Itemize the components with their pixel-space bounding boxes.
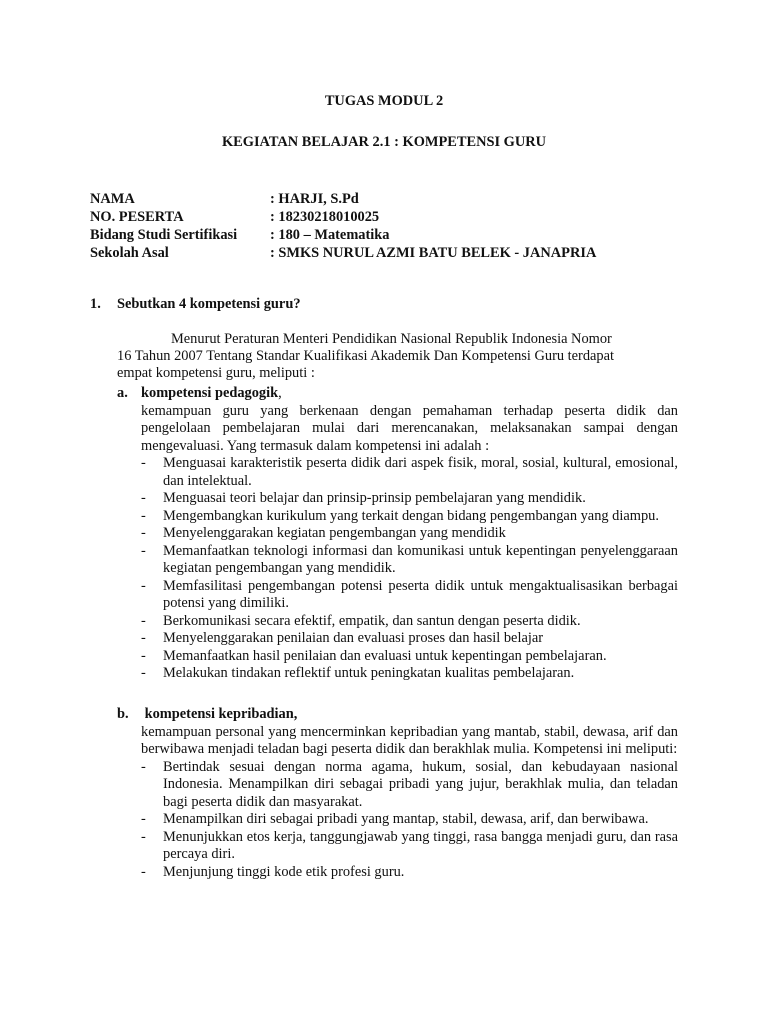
identity-label: Bidang Studi Sertifikasi: [90, 227, 238, 243]
question-text: Sebutkan 4 kompetensi guru?: [117, 296, 301, 312]
bullet: -: [141, 507, 146, 524]
identity-value: : 180 – Matematika: [270, 227, 390, 243]
list-item-text: Bertindak sesuai dengan norma agama, hukum, sosial, dan kebudayaan nasional Indonesia. Menampilkan diri sebagai pribadi yang jujur, berakhlak mulia, dan teladan bagi peserta didik dan masyarakat.: [163, 758, 678, 810]
identity-label: NO. PESERTA: [90, 209, 184, 225]
document-title: TUGAS MODUL 2: [324, 93, 444, 109]
list-item-text: Menunjukkan etos kerja, tanggungjawab yang tinggi, rasa bangga menjadi guru, dan rasa percaya diri.: [163, 828, 678, 862]
identity-value: : HARJI, S.Pd: [270, 191, 359, 207]
intro-line: 16 Tahun 2007 Tentang Standar Kualifikasi Akademik Dan Kompetensi Guru terdapat: [117, 348, 615, 364]
intro-line: Menurut Peraturan Menteri Pendidikan Nasional Republik Indonesia Nomor: [171, 331, 612, 347]
document-subtitle: KEGIATAN BELAJAR 2.1 : KOMPETENSI GURU: [221, 134, 547, 150]
section-title: kompetensi pedagogik,: [141, 385, 282, 401]
list-item-text: Mengembangkan kurikulum yang terkait dengan bidang pengembangan yang diampu.: [163, 507, 659, 524]
section-title: kompetensi kepribadian,: [141, 706, 298, 722]
bullet: -: [141, 863, 146, 880]
bullet: -: [141, 811, 146, 827]
intro-line: empat kompetensi guru, meliputi :: [117, 365, 315, 381]
list-item-text: Menyelenggarakan kegiatan pengembangan yang mendidik: [163, 525, 506, 541]
list-item-text: Melakukan tindakan reflektif untuk peningkatan kualitas pembelajaran.: [163, 665, 575, 681]
intro-paragraph: [117, 331, 677, 382]
section-kepribadian: [117, 706, 678, 881]
identity-label: NAMA: [90, 191, 135, 207]
identity-value: : 18230218010025: [270, 209, 380, 225]
list-item: [141, 829, 678, 864]
section-heading: [117, 706, 678, 724]
identity-block: [90, 190, 596, 262]
bullet: -: [141, 665, 146, 681]
list-item-text: Menampilkan diri sebagai pribadi yang mantap, stabil, dewasa, arif, dan berwibawa.: [163, 811, 649, 827]
list-item: [141, 665, 678, 683]
bullet: -: [141, 577, 146, 594]
list-item: [141, 455, 678, 490]
list-item-text: Menguasai teori belajar dan prinsip-prinsip pembelajaran yang mendidik.: [163, 490, 586, 506]
list-item-text: Berkomunikasi secara efektif, empatik, dan santun dengan peserta didik.: [163, 612, 581, 629]
identity-row-participant-no: [90, 208, 596, 226]
identity-row-school: [90, 244, 596, 262]
bullet: -: [141, 758, 146, 775]
bullet: -: [141, 525, 146, 541]
list-item: [141, 759, 678, 812]
section-heading: [117, 385, 678, 403]
question-heading: [90, 296, 301, 313]
bullet: -: [141, 542, 146, 559]
list-item-text: Menguasai karakteristik peserta didik dari aspek fisik, moral, sosial, kultural, emosional, dan intelektual.: [163, 455, 678, 489]
list-item-text: Menyelenggarakan penilaian dan evaluasi proses dan hasil belajar: [163, 630, 544, 646]
list-item: [141, 811, 678, 829]
bullet: -: [141, 828, 146, 845]
bullet: -: [141, 490, 146, 506]
list-item: [141, 508, 678, 526]
bullet: -: [141, 455, 146, 471]
list-item: [141, 543, 678, 578]
list-item-text: Menjunjung tinggi kode etik profesi guru.: [163, 863, 405, 880]
bullet: -: [141, 612, 146, 629]
list-item: [141, 648, 678, 666]
question-number: 1.: [90, 296, 101, 312]
list-item: [141, 578, 678, 613]
competency-list: [117, 759, 678, 882]
list-item: [141, 525, 678, 543]
list-item: [141, 490, 678, 508]
identity-row-field: [90, 226, 596, 244]
list-item-text: Memanfaatkan hasil penilaian dan evaluasi untuk kepentingan pembelajaran.: [163, 647, 607, 664]
identity-label: Sekolah Asal: [90, 245, 169, 261]
section-description: kemampuan guru yang berkenaan dengan pemahaman terhadap peserta didik dan pengelolaan pembelajaran mulai dari merencanakan, melaksanakan sampai dengan mengevaluasi. Yang termasuk dalam kompetensi ini adalah :: [141, 402, 678, 454]
bullet: -: [141, 630, 146, 646]
list-item: [141, 864, 678, 882]
competency-list: [117, 455, 678, 683]
section-description: kemampuan personal yang mencerminkan kepribadian yang mantab, stabil, dewasa, arif dan berwibawa menjadi teladan bagi peserta didik dan berakhlak mulia. Kompetensi ini meliputi:: [141, 723, 678, 757]
section-pedagogik: [117, 385, 678, 683]
list-item-text: Memfasilitasi pengembangan potensi peserta didik untuk mengaktualisasikan berbagai potensi yang dimiliki.: [163, 577, 678, 611]
bullet: -: [141, 647, 146, 664]
identity-value: : SMKS NURUL AZMI BATU BELEK - JANAPRIA: [270, 245, 597, 261]
section-letter: b.: [117, 706, 129, 722]
identity-row-name: [90, 190, 596, 208]
list-item: [141, 613, 678, 631]
section-letter: a.: [117, 385, 128, 401]
list-item-text: Memanfaatkan teknologi informasi dan komunikasi untuk kepentingan penyelenggaraan kegiatan pengembangan yang mendidik.: [163, 542, 678, 576]
list-item: [141, 630, 678, 648]
